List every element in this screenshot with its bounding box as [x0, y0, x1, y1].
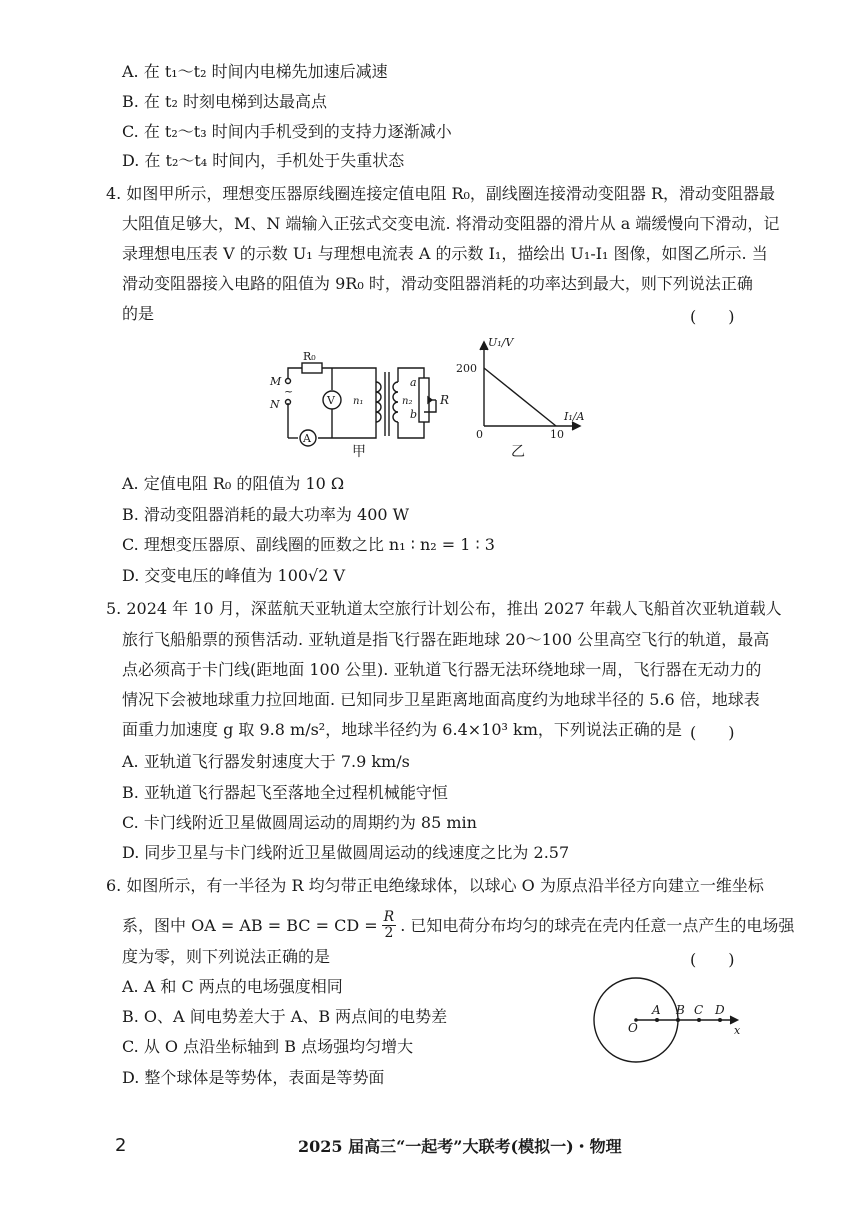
q4-stem-line5: 的是 — [122, 304, 155, 323]
figure-yi-caption: 乙 — [511, 444, 525, 460]
q4-circuit-figure — [258, 348, 468, 448]
point-d-label: D — [715, 1003, 725, 1017]
q3-option-d: D. 在 t₂～t₄ 时间内，手机处于失重状态 — [122, 151, 405, 170]
q6-fraction-numerator: R — [383, 909, 395, 925]
q6-line2-post: . 已知电荷分布均匀的球壳在壳内任意一点产生的电场强 — [400, 915, 795, 935]
r0-label: R₀ — [303, 350, 316, 363]
rheostat-r-label: R — [440, 393, 450, 407]
voltmeter-symbol: V — [327, 394, 335, 407]
q5-stem-line1: 5. 2024 年 10 月，深蓝航天亚轨道太空旅行计划公布，推出 2027 年载人飞船首次亚轨道载人 — [106, 599, 782, 618]
q4-answer-paren: ( ) — [690, 307, 735, 326]
origin-label: 0 — [476, 428, 483, 441]
q6-stem-line2 — [122, 910, 794, 941]
q6-line2-pre: 系，图中 OA = AB = BC = CD = — [122, 915, 378, 935]
slider-end-b-label: b — [410, 408, 418, 421]
x-axis-label: I₁/A — [564, 410, 585, 423]
x-tick-10: 10 — [550, 428, 564, 441]
m-terminal-label: M — [270, 375, 282, 388]
q5-option-b: B. 亚轨道飞行器起飞至落地全过程机械能守恒 — [122, 783, 448, 802]
q5-stem-line4: 情况下会被地球重力拉回地面. 已知同步卫星距离地面高度约为地球半径的 5.6 倍，地球表 — [122, 690, 760, 709]
ui-series-line — [484, 368, 556, 426]
x-axis-label: x — [734, 1024, 741, 1037]
n-terminal-label: N — [270, 398, 280, 411]
point-o-label: O — [628, 1021, 638, 1035]
n1-label: n₁ — [353, 396, 364, 407]
q3-option-c: C. 在 t₂～t₃ 时间内手机受到的支持力逐渐减小 — [122, 122, 452, 141]
q6-option-b: B. O、A 间电势差大于 A、B 两点间的电势差 — [122, 1007, 448, 1026]
figure-jia-caption: 甲 — [352, 444, 366, 460]
point-c-label: C — [694, 1003, 704, 1017]
page-number: 2 — [115, 1135, 127, 1156]
q4-option-a: A. 定值电阻 R₀ 的阻值为 10 Ω — [122, 474, 345, 493]
point-a-label: A — [652, 1003, 661, 1017]
y-tick-200: 200 — [456, 362, 477, 375]
q4-option-c: C. 理想变压器原、副线圈的匝数之比 n₁ ∶ n₂ = 1 ∶ 3 — [122, 535, 495, 554]
q6-option-d: D. 整个球体是等势体，表面是等势面 — [122, 1068, 385, 1087]
slider-end-a-label: a — [410, 376, 417, 389]
q4-stem-line1: 4. 如图甲所示，理想变压器原线圈连接定值电阻 R₀，副线圈连接滑动变阻器 R，滑动变阻器最 — [106, 184, 776, 203]
q5-option-c: C. 卡门线附近卫星做圆周运动的周期约为 85 min — [122, 813, 477, 832]
q5-stem-line2: 旅行飞船船票的预售活动. 亚轨道是指飞行器在距地球 20～100 公里高空飞行的轨道，最高 — [122, 630, 770, 649]
q5-option-a: A. 亚轨道飞行器发射速度大于 7.9 km/s — [122, 752, 410, 771]
q6-answer-paren: ( ) — [690, 950, 735, 969]
q4-stem-line2: 大阻值足够大，M、N 端输入正弦式交变电流. 将滑动变阻器的滑片从 a 端缓慢向下滑动，记 — [122, 214, 780, 233]
n2-label: n₂ — [402, 396, 413, 407]
q6-fraction-denominator: 2 — [384, 925, 394, 941]
q3-option-a: A. 在 t₁～t₂ 时间内电梯先加速后减速 — [122, 62, 388, 81]
q5-option-d: D. 同步卫星与卡门线附近卫星做圆周运动的线速度之比为 2.57 — [122, 843, 570, 862]
q6-fraction — [382, 910, 397, 941]
q4-option-b: B. 滑动变阻器消耗的最大功率为 400 W — [122, 505, 410, 524]
q6-stem-line1: 6. 如图所示，有一半径为 R 均匀带正电绝缘球体，以球心 O 为原点沿半径方向建立一维坐标 — [106, 876, 764, 895]
q3-option-b: B. 在 t₂ 时刻电梯到达最高点 — [122, 92, 327, 111]
q5-answer-paren: ( ) — [690, 723, 735, 742]
q5-stem-line3: 点必须高于卡门线(距地面 100 公里). 亚轨道飞行器无法环绕地球一周，飞行器在无动力的 — [122, 660, 762, 679]
q6-option-c: C. 从 O 点沿坐标轴到 B 点场强均匀增大 — [122, 1037, 414, 1056]
y-axis-label: U₁/V — [488, 336, 514, 349]
q5-stem-line5: 面重力加速度 g 取 9.8 m/s²，地球半径约为 6.4×10³ km，下列说法正确的是 — [122, 720, 682, 739]
ammeter-symbol: A — [303, 432, 311, 445]
q4-stem-line4: 滑动变阻器接入电路的阻值为 9R₀ 时，滑动变阻器消耗的功率达到最大，则下列说法正确 — [122, 274, 753, 293]
ac-source-symbol: ~ — [284, 385, 294, 398]
q4-option-d: D. 交变电压的峰值为 100√2 V — [122, 566, 346, 585]
q6-option-a: A. A 和 C 两点的电场强度相同 — [122, 977, 343, 996]
q6-stem-line3: 度为零，则下列说法正确的是 — [122, 947, 331, 966]
point-b-label: B — [676, 1003, 685, 1017]
q4-ui-graph — [456, 334, 598, 444]
q4-stem-line3: 录理想电压表 V 的示数 U₁ 与理想电流表 A 的示数 I₁，描绘出 U₁-I₁ 图像，如图乙所示. 当 — [122, 244, 768, 263]
exam-title-footer: 2025 届高三“一起考”大联考(模拟一)・物理 — [298, 1137, 622, 1156]
q6-sphere-figure — [590, 972, 750, 1072]
